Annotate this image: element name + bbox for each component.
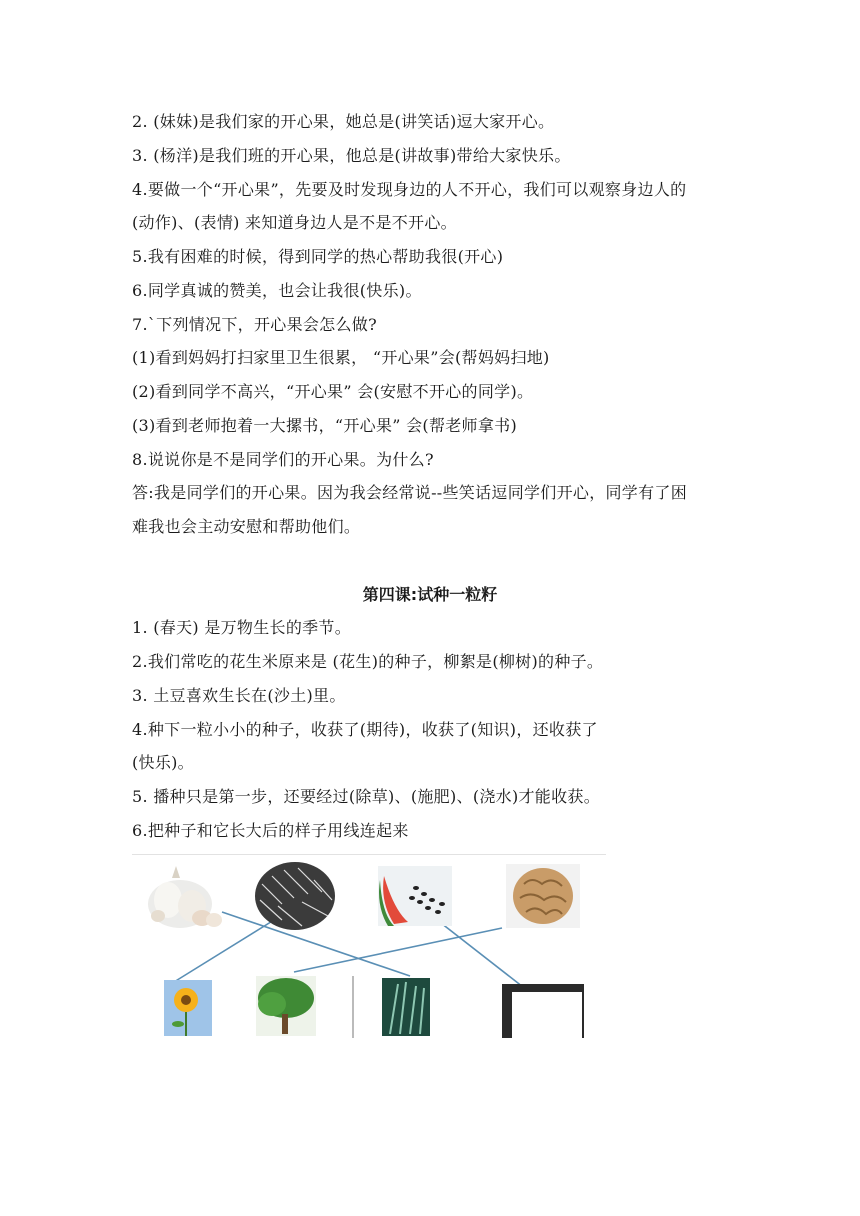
lesson4-item-2: 2.我们常吃的花生米原来是 (花生)的种子，柳絮是(柳树)的种子。 xyxy=(132,652,604,671)
lesson3-item-4-line2: (动作)、(表情) 来知道身边人是不是不开心。 xyxy=(132,213,457,232)
lesson4-item-6: 6.把种子和它长大后的样子用线连起来 xyxy=(132,821,409,840)
lesson3-answer-line2: 难我也会主动安慰和帮助他们。 xyxy=(132,517,361,536)
lesson3-item-7-1: (1)看到妈妈打扫家里卫生很累， “开心果”会(帮妈妈扫地) xyxy=(132,348,550,367)
lesson3-answer-line1: 答:我是同学们的开心果。因为我会经常说--些笑话逗同学们开心，同学有了困 xyxy=(132,483,688,502)
lesson4-item-4-line1: 4.种下一粒小小的种子，收获了(期待)，收获了(知识)，还收获了 xyxy=(132,720,598,739)
tree-image xyxy=(256,976,316,1036)
lesson3-item-7: 7.`下列情况下，开心果会怎么做? xyxy=(132,315,377,334)
lesson4-item-3: 3. 土豆喜欢生长在(沙土)里。 xyxy=(132,686,346,705)
lesson3-item-7-3: (3)看到老师抱着一大摞书，“开心果” 会(帮老师拿书) xyxy=(132,416,517,435)
watermelon-plant-image xyxy=(502,984,584,1038)
walnut-image xyxy=(506,864,580,928)
lesson3-item-3: 3. (杨洋)是我们班的开心果，他总是(讲故事)带给大家快乐。 xyxy=(132,146,571,165)
garlic-sprouts-image xyxy=(382,978,430,1036)
seed-plant-matching-figure xyxy=(132,854,606,1044)
lesson4-item-4-line2: (快乐)。 xyxy=(132,753,194,772)
garlic-bulbs-image xyxy=(148,866,222,928)
lesson3-item-4-line1: 4.要做一个“开心果”，先要及时发现身边的人不开心，我们可以观察身边人的 xyxy=(132,180,687,199)
sunflower-seeds-image xyxy=(255,862,335,930)
lesson3-item-2: 2. (妹妹)是我们家的开心果，她总是(讲笑话)逗大家开心。 xyxy=(132,112,555,131)
lesson3-item-5: 5.我有困难的时候，得到同学的热心帮助我很(开心) xyxy=(132,247,504,266)
lesson3-item-6: 6.同学真诚的赞美，也会让我很(快乐)。 xyxy=(132,281,422,300)
lesson3-item-8: 8.说说你是不是同学们的开心果。为什么? xyxy=(132,450,434,469)
watermelon-seeds-image xyxy=(378,866,452,926)
lesson3-item-7-2: (2)看到同学不高兴，“开心果” 会(安慰不开心的同学)。 xyxy=(132,382,534,401)
figure-drawing xyxy=(132,854,606,1044)
lesson4-item-1: 1. (春天) 是万物生长的季节。 xyxy=(132,618,352,637)
sunflower-image xyxy=(164,980,212,1036)
lesson4-title: 第四课:试种一粒籽 xyxy=(362,585,498,604)
match-line-sunflower-seeds-to-sunflower xyxy=(174,920,274,982)
lesson4-item-5: 5. 播种只是第一步，还要经过(除草)、(施肥)、(浇水)才能收获。 xyxy=(132,787,601,806)
match-line-walnut-to-tree xyxy=(294,928,502,972)
